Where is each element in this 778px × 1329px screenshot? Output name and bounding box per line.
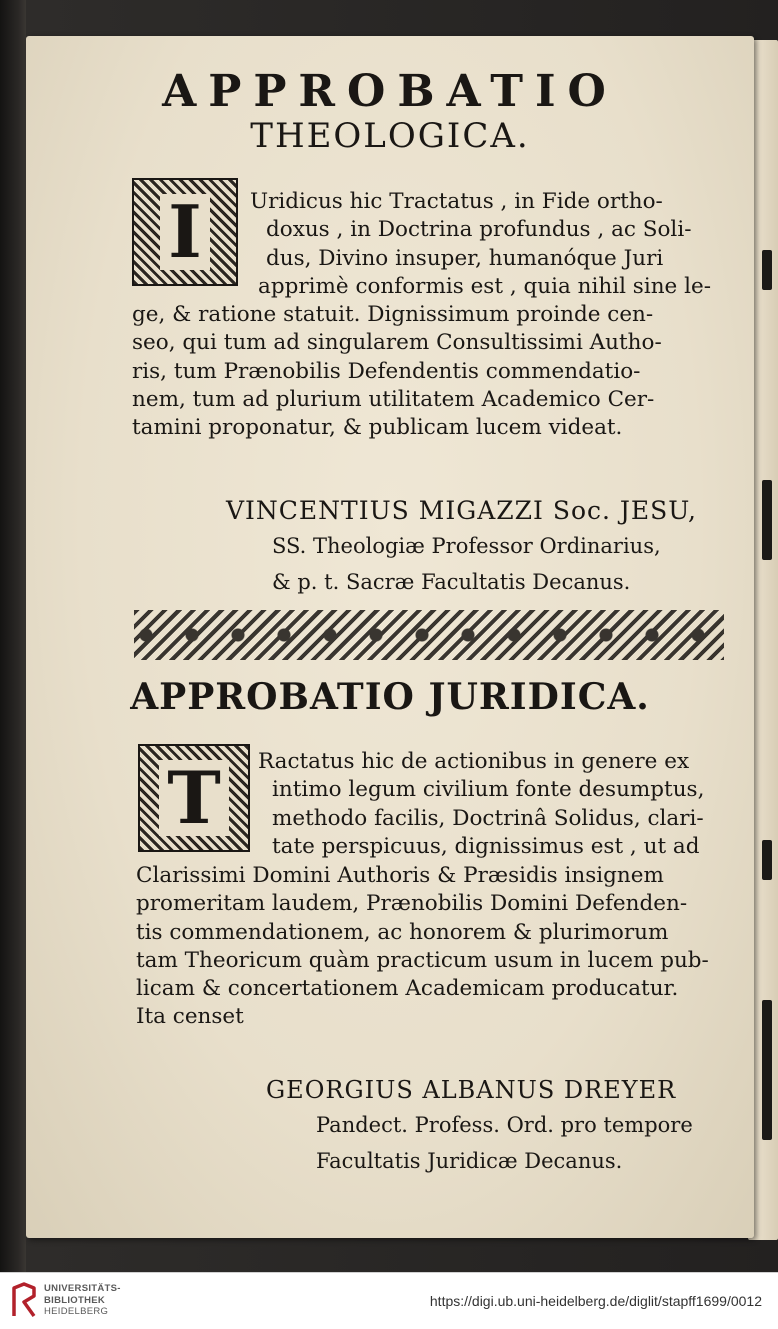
section2-signature-office: Facultatis Juridicæ Decanus. <box>316 1149 623 1173</box>
section2-intro-lines <box>258 748 704 861</box>
section2-body-lines <box>136 862 709 1032</box>
section2-signature-name: GEORGIUS ALBANUS DREYER <box>266 1076 677 1104</box>
text-line: tam Theoricum quàm practicum usum in lucem pub- <box>136 947 709 973</box>
text-line: tis commendationem, ac honorem & plurimorum <box>136 919 669 945</box>
text-line: ge, & ratione statuit. Dignissimum proinde cen- <box>132 302 654 327</box>
text-line: Ractatus hic de actionibus in genere ex <box>258 749 690 774</box>
section1-title-line1: APPROBATIO <box>162 66 618 117</box>
section1-signature-title: SS. Theologiæ Professor Ordinarius, <box>272 534 661 558</box>
decorated-initial-t: T <box>138 744 250 852</box>
section1-intro-lines <box>250 188 711 301</box>
section1-signature-office: & p. t. Sacræ Facultatis Decanus. <box>272 570 631 594</box>
book-page <box>26 36 754 1238</box>
text-line: Uridicus hic Tractatus , in Fide ortho- <box>250 189 663 214</box>
ornament-divider <box>134 610 724 660</box>
text-line: seo, qui tum ad singularem Consultissimi Autho- <box>132 330 662 356</box>
library-logo-icon[interactable] <box>10 1282 38 1320</box>
text-line: tamini proponatur, & publicam lucem videat. <box>132 415 623 441</box>
permalink-url[interactable]: https://digi.ub.uni-heidelberg.de/diglit/stapff1699/0012 <box>429 1293 762 1309</box>
section2-signature-title: Pandect. Profess. Ord. pro tempore <box>316 1113 693 1137</box>
text-line: licam & concertationem Academicam producatur. <box>136 976 679 1002</box>
text-line: dus, Divino insuper, humanóque Juri <box>266 245 664 271</box>
text-line: nem, tum ad plurium utilitatem Academico Cer- <box>132 386 655 412</box>
viewer-footer <box>0 1272 778 1329</box>
section1-signature-name: VINCENTIUS MIGAZZI Soc. JESU, <box>226 496 698 525</box>
text-line: ris, tum Prænobilis Defendentis commendatio- <box>132 358 641 384</box>
text-line: intimo legum civilium fonte desumptus, <box>272 777 705 803</box>
decorated-initial-i: I <box>132 178 238 286</box>
text-line: apprimè conformis est , quia nihil sine le- <box>258 273 711 299</box>
library-logo-text[interactable]: UNIVERSITÄTS- BIBLIOTHEK HEIDELBERG <box>44 1283 121 1317</box>
text-line: promeritam laudem, Prænobilis Domini Defenden- <box>136 891 688 917</box>
text-line: Ita censet <box>136 1004 244 1030</box>
section1-body-lines <box>132 301 662 442</box>
section1-title-line2: THEOLOGICA. <box>250 116 530 156</box>
book-spine <box>0 0 26 1272</box>
text-line: doxus , in Doctrina profundus , ac Soli- <box>266 217 692 243</box>
text-line: Clarissimi Domini Authoris & Præsidis insignem <box>136 863 664 888</box>
text-line: tate perspicuus, dignissimus est , ut ad <box>272 833 700 859</box>
section2-title: APPROBATIO JURIDICA. <box>130 676 650 718</box>
text-line: methodo facilis, Doctrinâ Solidus, clari- <box>272 805 704 831</box>
